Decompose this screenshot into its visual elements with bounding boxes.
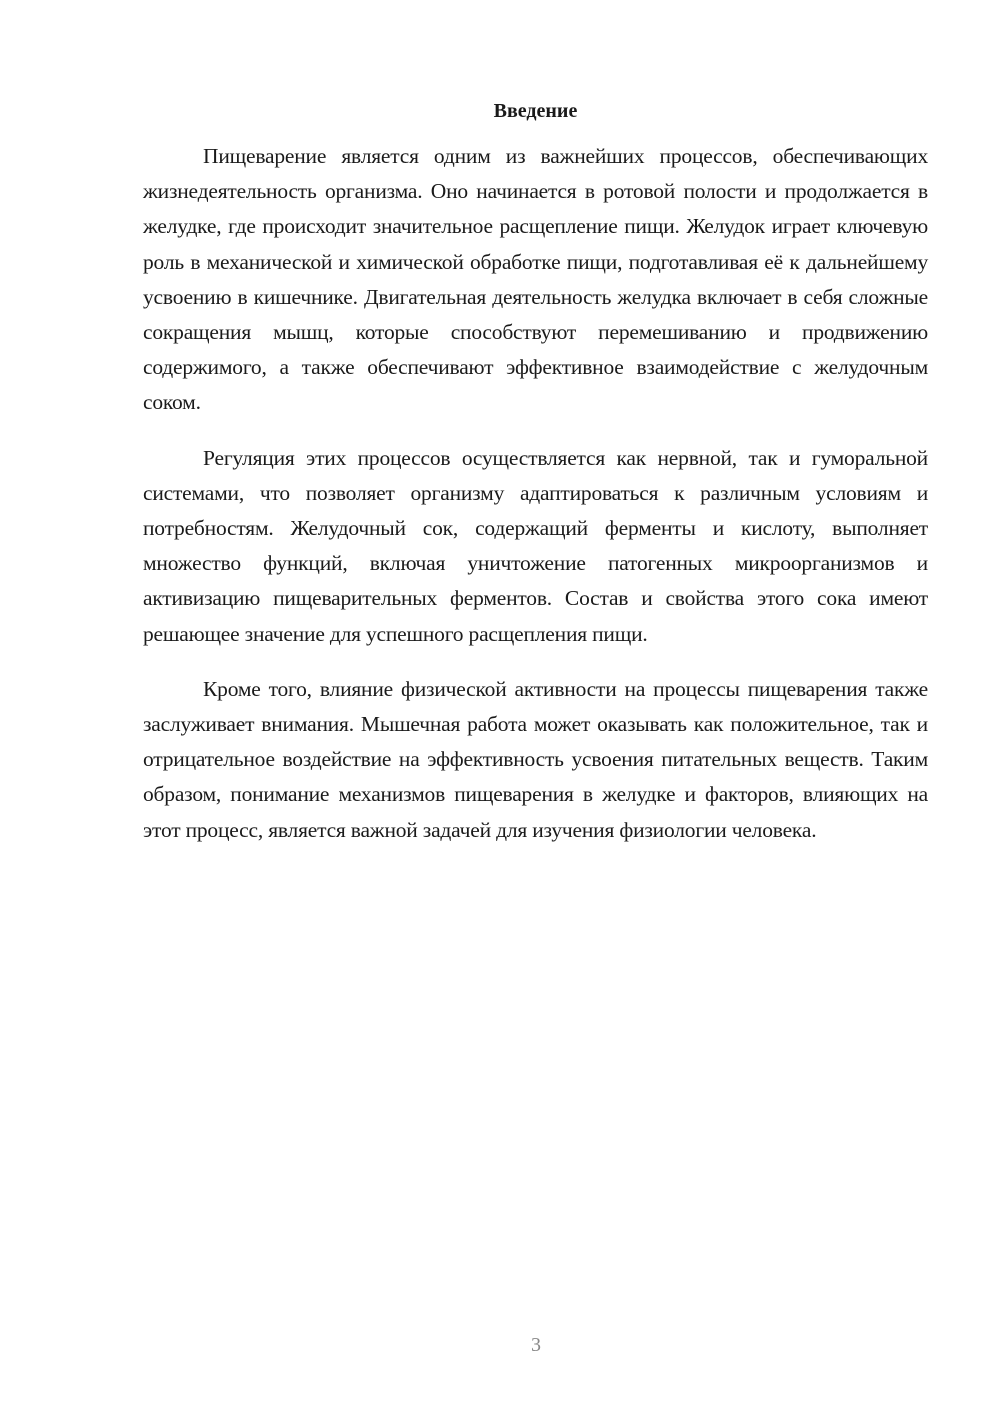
paragraph-1: Пищеварение является одним из важнейших процессов, обеспечивающих жизнедеятельность организма. Оно начинается в ротовой полости и продолжается в желудке, где происходит значительное расщепление пищи. Желудок играет ключевую роль в механической и химической обработке пищи, подготавливая её к дальнейшему усвоению в кишечнике. Двигательная деятельность желудка включает в себя сложные сокращения мышц, которые способствуют перемешиванию и продвижению содержимого, а также обеспечивают эффективное взаимодействие с желудочным соком. [143, 144, 928, 415]
section-heading: Введение [493, 100, 578, 122]
page-number: 3 [531, 1334, 541, 1356]
paragraph-2: Регуляция этих процессов осуществляется как нервной, так и гуморальной системами, что позволяет организму адаптироваться к различным условиям и потребностям. Желудочный сок, содержащий ферменты и кислоту, выполняет множество функций, включая уничтожение патогенных микроорганизмов и активизацию пищеварительных ферментов. Состав и свойства этого сока имеют решающее значение для успешного расщепления пищи. [143, 445, 928, 646]
paragraph-3: Кроме того, влияние физической активности на процессы пищеварения также заслуживает внимания. Мышечная работа может оказывать как положительное, так и отрицательное воздействие на эффективность усвоения питательных веществ. Таким образом, понимание механизмов пищеварения в желудке и факторов, влияющих на этот процесс, является важной задачей для изучения физиологии человека. [143, 676, 928, 842]
document-page [143, 95, 928, 868]
